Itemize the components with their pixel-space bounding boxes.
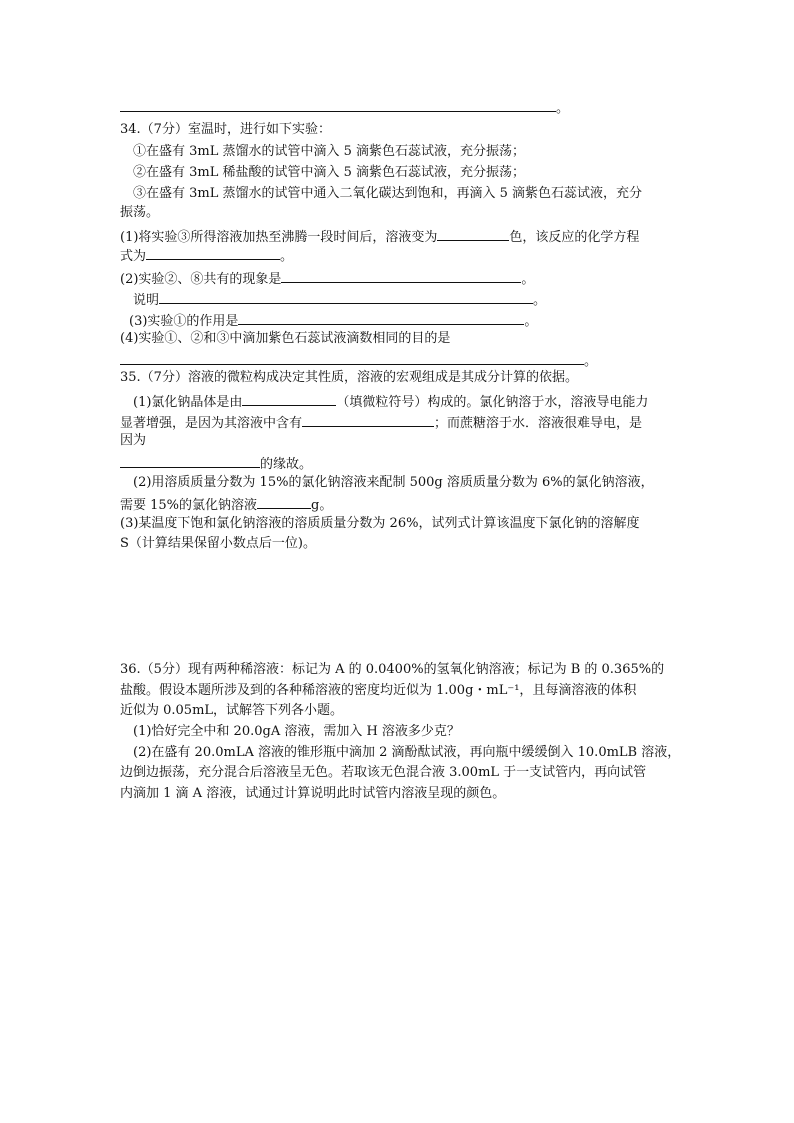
answer-blank — [120, 111, 556, 112]
q35-part-2: (2)用溶质质量分数为 15%的氯化钠溶液来配制 500g 溶质质量分数为 6%的氯化钠溶液， — [133, 475, 654, 490]
answer-blank-explain[interactable] — [159, 289, 533, 304]
q35-part-1-line-3: 因为 — [120, 433, 147, 448]
q34-part-1-text: 式为 — [120, 249, 147, 264]
q34-part-1-text: (1)将实验③所得溶液加热至沸腾一段时间后，溶液变为 — [120, 230, 438, 245]
q34-part-3 — [129, 310, 537, 328]
punctuation: 。 — [533, 293, 547, 308]
question-35-heading: 35.（7分）溶液的微粒构成决定其性质，溶液的宏观组成是其成分计算的依据。 — [120, 370, 578, 385]
q35-part-1-text-end: 的缘故。 — [260, 457, 313, 472]
answer-blank-phenomenon[interactable] — [281, 268, 521, 283]
q34-part-2-text: (2)实验②、⑧共有的现象是 — [120, 272, 282, 287]
q36-part-2-line-3: 内滴加 1 滴 A 溶液，试通过计算说明此时试管内溶液呈现的颜色。 — [120, 786, 506, 801]
q35-part-2-line-2 — [120, 494, 332, 512]
q35-part-1-text-cont: （填微粒符号）构成的。氯化钠溶于水，溶液导电能力 — [336, 395, 649, 410]
q35-part-1-text: 显著增强，是因为其溶液中含有 — [120, 416, 303, 431]
q34-part-1-text-cont: 色，该反应的化学方程 — [509, 230, 640, 245]
experiment-3: ③在盛有 3mL 蒸馏水的试管中通入二氧化碳达到饱和，再滴入 5 滴紫色石蕊试液，充分 — [133, 186, 643, 201]
question-34-heading: 34.（7分）室温时，进行如下实验： — [120, 122, 331, 137]
q34-part-4-answer — [120, 350, 597, 368]
question-36-line-3: 近似为 0.05mL，试解答下列各小题。 — [120, 703, 344, 718]
q34-part-2 — [120, 268, 534, 286]
experiment-3-cont: 振荡。 — [120, 205, 160, 220]
q35-part-1-text: (1)氯化钠晶体是由 — [133, 395, 243, 410]
q36-part-1: (1)恰好完全中和 20.0gA 溶液，需加入 H 溶液多少克？ — [133, 724, 460, 739]
q34-part-1-line-2 — [120, 245, 293, 263]
q36-part-2-line-2: 边倒边振荡，充分混合后溶液呈无色。若取该无色混合液 3.00mL 于一支试管内，再向试管 — [120, 765, 647, 780]
question-36-heading: 36.（5分）现有两种稀溶液：标记为 A 的 0.0400%的氢氧化钠溶液；标记为 B 的 0.365%的 — [120, 662, 665, 677]
q35-part-1-line-2 — [120, 412, 642, 430]
punctuation: 。 — [584, 354, 598, 369]
q34-part-3-text: (3)实验①的作用是 — [129, 314, 239, 329]
answer-blank-color[interactable] — [437, 226, 509, 241]
q34-part-4: (4)实验①、②和③中滴加紫色石蕊试液滴数相同的目的是 — [120, 331, 451, 346]
answer-blank-reason[interactable] — [120, 350, 584, 365]
q35-part-1 — [133, 391, 648, 409]
answer-blank-cause[interactable] — [120, 453, 260, 468]
experiment-1: ①在盛有 3mL 蒸馏水的试管中滴入 5 滴紫色石蕊试液，充分振荡； — [133, 144, 526, 159]
answer-blank-mass[interactable] — [257, 494, 311, 509]
q35-part-2-text: 需要 15%的氯化钠溶液 — [120, 498, 258, 513]
q35-part-3: (3)某温度下饱和氯化钠溶液的溶质质量分数为 26%，试列式计算该温度下氯化钠的溶解度 — [120, 516, 640, 531]
question-36-line-2: 盐酸。假设本题所涉及到的各种稀溶液的密度均近似为 1.00g・mL⁻¹，且每滴溶液的体积 — [120, 683, 637, 698]
punctuation: 。 — [556, 101, 570, 116]
q35-part-3-line-2: S（计算结果保留小数点后一位)。 — [120, 536, 316, 551]
q35-part-1-line-4 — [120, 453, 312, 471]
answer-blank-equation[interactable] — [146, 245, 280, 260]
punctuation: 。 — [521, 272, 535, 287]
q34-explain-text: 说明 — [133, 293, 160, 308]
q35-part-2-unit: g。 — [311, 498, 333, 513]
answer-blank-ions[interactable] — [302, 412, 434, 427]
q35-part-1-text-cont: ；而蔗糖溶于水．溶液很难导电，是 — [434, 416, 643, 431]
answer-blank-particle[interactable] — [242, 391, 336, 406]
q34-explain — [133, 289, 546, 307]
answer-blank-purpose[interactable] — [238, 310, 524, 325]
q36-part-2: (2)在盛有 20.0mLA 溶液的锥形瓶中滴加 2 滴酚酞试液，再向瓶中缓缓倒入 10.0mLB 溶液， — [133, 745, 681, 760]
punctuation: 。 — [280, 249, 294, 264]
punctuation: 。 — [524, 314, 538, 329]
experiment-2: ②在盛有 3mL 稀盐酸的试管中滴入 5 滴紫色石蕊试液，充分振荡； — [133, 165, 526, 180]
q34-part-1 — [120, 226, 639, 244]
